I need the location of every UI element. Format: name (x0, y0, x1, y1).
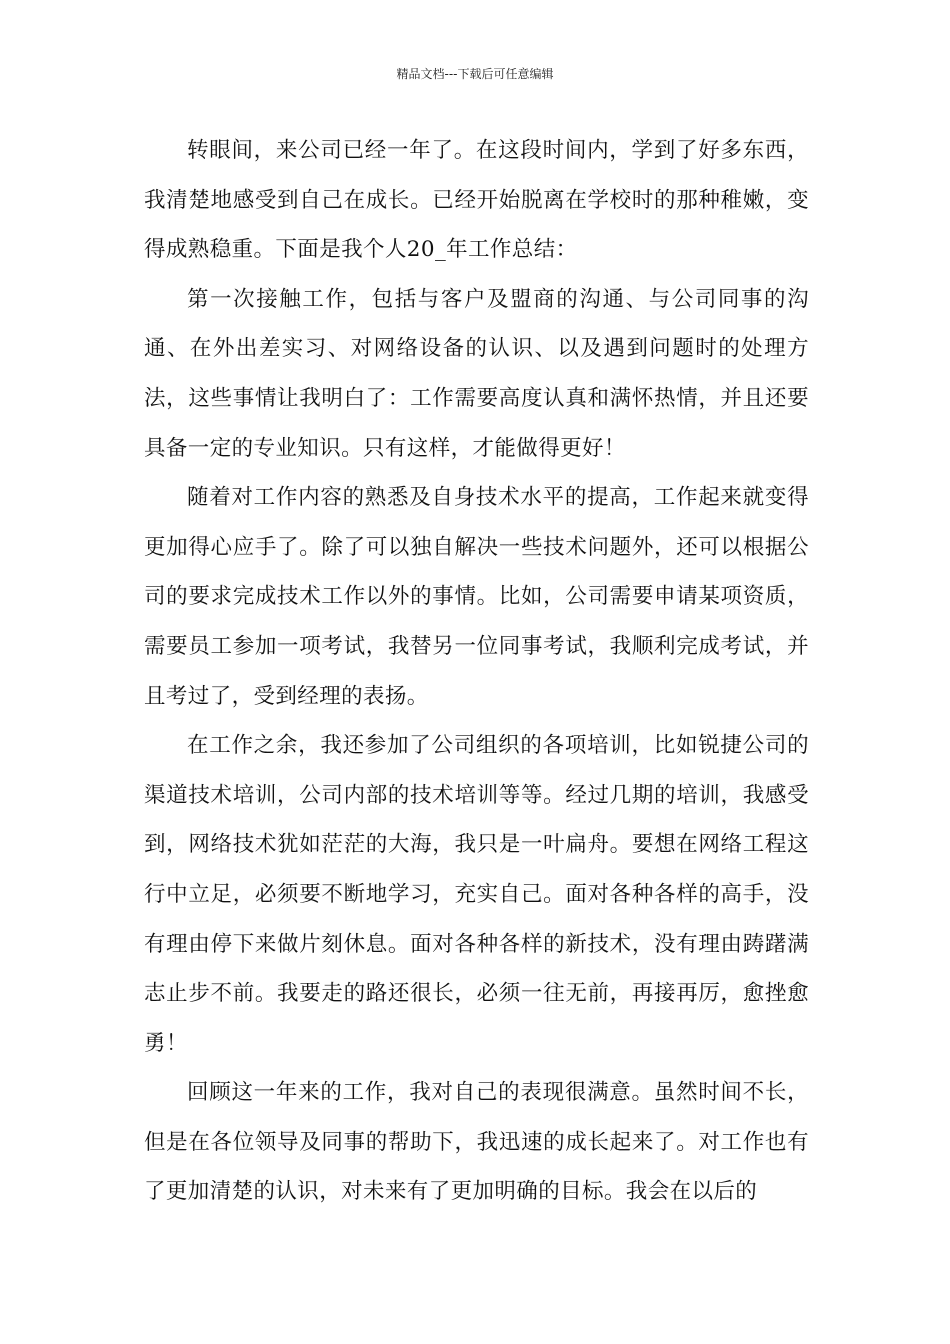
paragraph-5: 回顾这一年来的工作，我对自己的表现很满意。虽然时间不长，但是在各位领导及同事的帮助下，我迅速的成长起来了。对工作也有了更加清楚的认识，对未来有了更加明确的目标。我会在以后的 (144, 1080, 809, 1205)
paragraph-3: 随着对工作内容的熟悉及自身技术水平的提高，工作起来就变得更加得心应手了。除了可以独自解决一些技术问题外，还可以根据公司的要求完成技术工作以外的事情。比如，公司需要申请某项资质，需要员工参加一项考试，我替另一位同事考试，我顺利完成考试，并且考过了，受到经理的表扬。 (144, 485, 809, 709)
document-body (144, 126, 809, 1217)
paragraph-4: 在工作之余，我还参加了公司组织的各项培训，比如锐捷公司的渠道技术培训，公司内部的技术培训等等。经过几期的培训，我感受到，网络技术犹如茫茫的大海，我只是一叶扁舟。要想在网络工程这行中立足，必须要不断地学习，充实自己。面对各种各样的高手，没有理由停下来做片刻休息。面对各种各样的新技术，没有理由踌躇满志止步不前。我要走的路还很长，必须一往无前，再接再厉，愈挫愈勇！ (144, 733, 809, 1056)
paragraph-2: 第一次接触工作，包括与客户及盟商的沟通、与公司同事的沟通、在外出差实习、对网络设备的认识、以及遇到问题时的处理方法，这些事情让我明白了：工作需要高度认真和满怀热情，并且还要具备一定的专业知识。只有这样，才能做得更好！ (144, 286, 809, 461)
paragraph-1: 转眼间，来公司已经一年了。在这段时间内，学到了好多东西，我清楚地感受到自己在成长。已经开始脱离在学校时的那种稚嫩，变得成熟稳重。下面是我个人20_年工作总结： (144, 138, 809, 263)
page-header: 精品文档---下载后可任意编辑 (396, 67, 554, 81)
